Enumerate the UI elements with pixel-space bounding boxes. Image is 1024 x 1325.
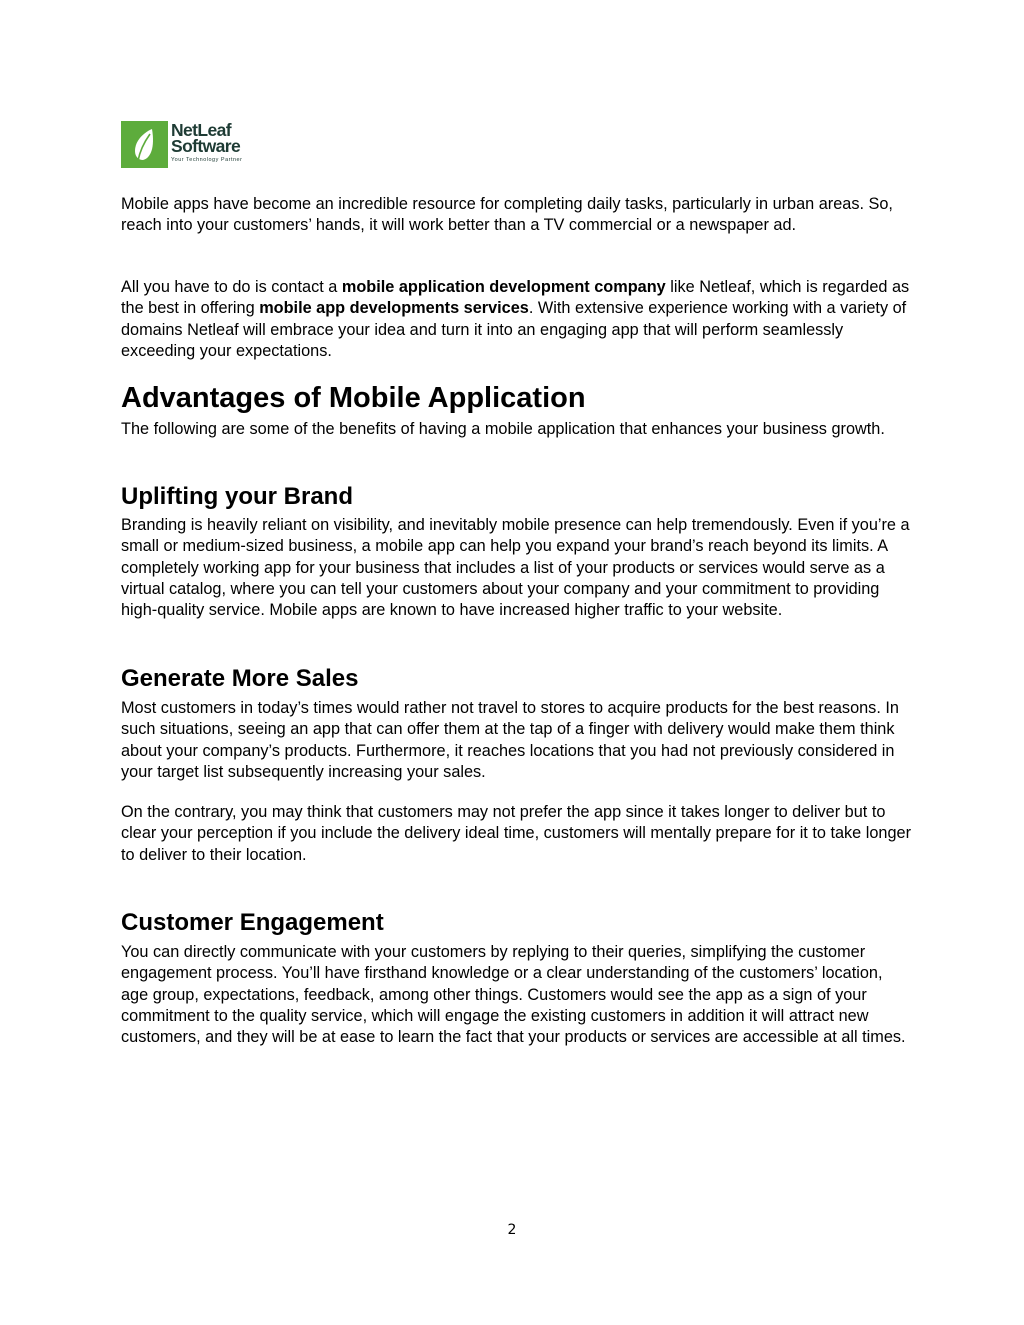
- logo-wordmark: [171, 122, 240, 154]
- sales-text-1: Most customers in today’s times would rather not travel to stores to acquire products for the best reasons. In such situations, seeing an app that can offer them at the tap of a finger with delivery would make them think about your company’s products. Furthermore, it reaches locations that you had not previously considered in your target list subsequently increasing your sales.: [121, 699, 899, 781]
- bold-mobile-app-dev-company: mobile application development company: [341, 278, 666, 296]
- leaf-icon: [121, 121, 168, 168]
- sales-text-2: On the contrary, you may think that customers may not prefer the app since it takes longer to deliver but to clear your perception if you include the delivery ideal time, customers will mentally prepare for it to take longer to deliver to their location.: [121, 803, 912, 864]
- intro-text-2c: . With extensive experience working with a variety of domains Netleaf will embrace your idea and turn it into an engaging app that will perform seamlessly exceeding your expectations.: [121, 299, 907, 360]
- intro-text-2b: like Netleaf, which is regarded as the best in offering: [121, 278, 910, 318]
- brand-text: Branding is heavily reliant on visibility, and inevitably mobile presence can help tremendously. Even if you’re a small or medium-sized business, a mobile app can help you expand your brand’s reach beyond its limits. A completely working app for your business that includes a list of your products or services would serve as a virtual catalog, where you can tell your customers about your company and your commitment to providing high-quality service. Mobile apps are known to have increased higher traffic to your website.: [121, 516, 910, 620]
- bold-mobile-app-dev-services: mobile app developments services: [259, 299, 529, 318]
- advantages-section: [121, 381, 911, 440]
- intro-paragraph-1: [121, 194, 911, 237]
- engagement-section: [121, 908, 911, 1048]
- page-number: 2: [507, 1222, 517, 1238]
- sales-heading: Generate More Sales: [121, 665, 359, 692]
- engagement-heading: Customer Engagement: [121, 909, 384, 936]
- logo-name-line2: Software: [171, 136, 241, 156]
- intro-text-1: Mobile apps have become an incredible resource for completing daily tasks, particularly in urban areas. So, reach into your customers’ hands, it will work better than a TV commercial or a newspaper ad.: [121, 195, 893, 235]
- sales-section: [121, 664, 911, 866]
- intro-text-2a: All you have to do is contact a: [121, 278, 342, 296]
- advantages-heading: Advantages of Mobile Application: [121, 382, 586, 414]
- intro-paragraph-2: [121, 277, 911, 362]
- logo-name-line1: NetLeaf: [171, 120, 231, 140]
- intro-text-2: [121, 277, 911, 362]
- engagement-text: You can directly communicate with your customers by replying to their queries, simplifying the customer engagement process. You’ll have firsthand knowledge or a clear understanding of the customers’ location, age group, expectations, feedback, among other things. Customers would see the app as a sign of your commitment to the quality service, which will engage the existing customers in addition it will attract new customers, and they will be at ease to learn the fact that your products or services are accessible at all times.: [121, 943, 906, 1047]
- brand-heading: Uplifting your Brand: [121, 483, 353, 510]
- advantages-text: The following are some of the benefits of having a mobile application that enhances your business growth.: [121, 420, 885, 438]
- netleaf-logo: [121, 121, 253, 169]
- logo-tagline: Your Technology Partner: [171, 157, 243, 163]
- brand-section: [121, 482, 911, 621]
